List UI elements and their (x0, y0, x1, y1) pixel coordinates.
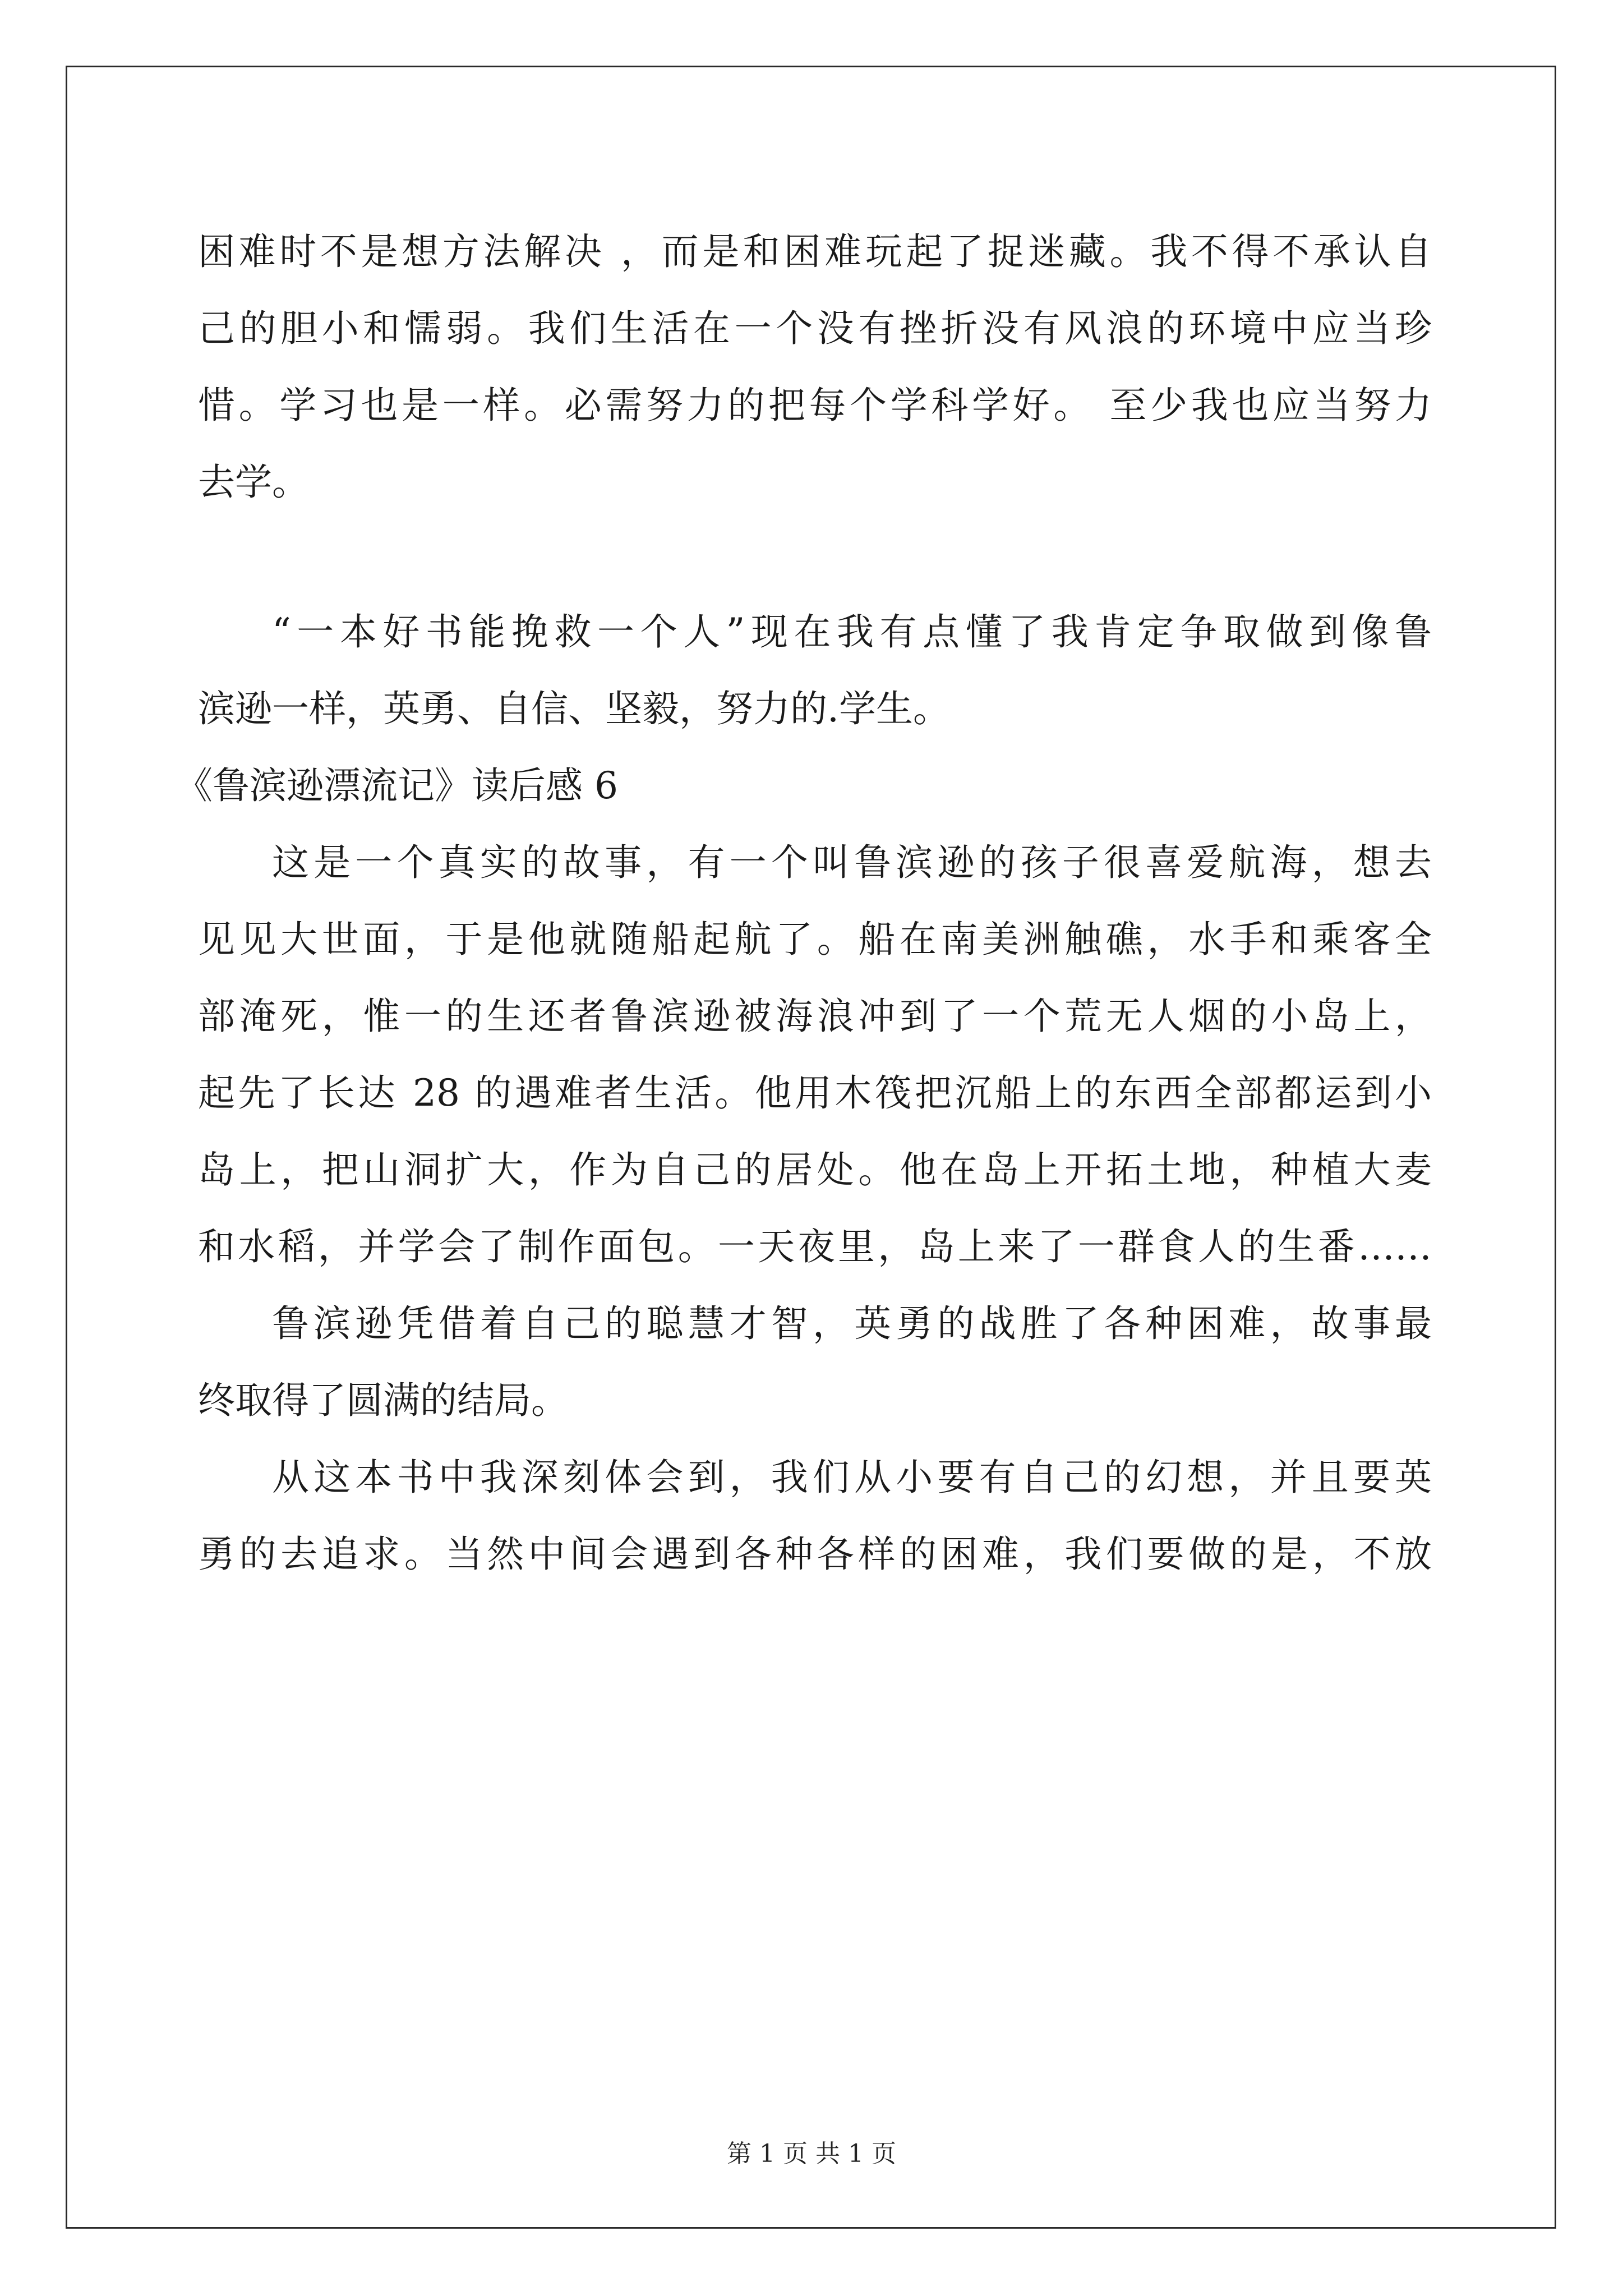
paragraph-line: 困难时不是想方法解决 ，而是和困难玩起了捉迷藏。我不得不承认自 (198, 230, 1432, 273)
paragraph-line: 己的胆小和懦弱。我们生活在一个没有挫折没有风浪的环境中应当珍 (198, 307, 1432, 350)
paragraph-line: 去学。 (198, 461, 309, 504)
paragraph-line: 终取得了圆满的结局。 (198, 1379, 568, 1422)
paragraph-line: 岛上，把山洞扩大，作为自己的居处。他在岛上开拓土地，种植大麦 (198, 1148, 1432, 1191)
section-heading: 《鲁滨逊漂流记》读后感 6 (176, 764, 618, 807)
document-body (176, 213, 1432, 1593)
paragraph-line: 和水稻，并学会了制作面包。一天夜里，岛上来了一群食人的生番…… (198, 1225, 1432, 1268)
paragraph-line: 惜。学习也是一样。必需努力的把每个学科学好。 至少我也应当努力 (198, 384, 1432, 427)
paragraph-line: 鲁滨逊凭借着自己的聪慧才智，英勇的战胜了各种困难，故事最 (272, 1302, 1432, 1345)
page-footer: 第 1 页 共 1 页 (727, 2139, 896, 2168)
paragraph-line: 勇的去追求。当然中间会遇到各种各样的困难，我们要做的是，不放 (198, 1533, 1432, 1576)
paragraph-line: 见见大世面，于是他就随船起航了。船在南美洲触礁，水手和乘客全 (198, 918, 1432, 961)
paragraph-line: 起先了长达 28 的遇难者生活。他用木筏把沉船上的东西全部都运到小 (198, 1071, 1432, 1115)
paragraph-line: “一本好书能挽救一个人”现在我有点懂了我肯定争取做到像鲁 (272, 610, 1432, 654)
paragraph-line: 从这本书中我深刻体会到，我们从小要有自己的幻想，并且要英 (272, 1456, 1432, 1499)
paragraph-line: 部淹死，惟一的生还者鲁滨逊被海浪冲到了一个荒无人烟的小岛上， (198, 995, 1432, 1038)
paragraph-line: 滨逊一样，英勇、自信、坚毅，努力的.学生。 (198, 687, 950, 730)
paragraph-line: 这是一个真实的故事，有一个叫鲁滨逊的孩子很喜爱航海，想去 (272, 841, 1432, 884)
